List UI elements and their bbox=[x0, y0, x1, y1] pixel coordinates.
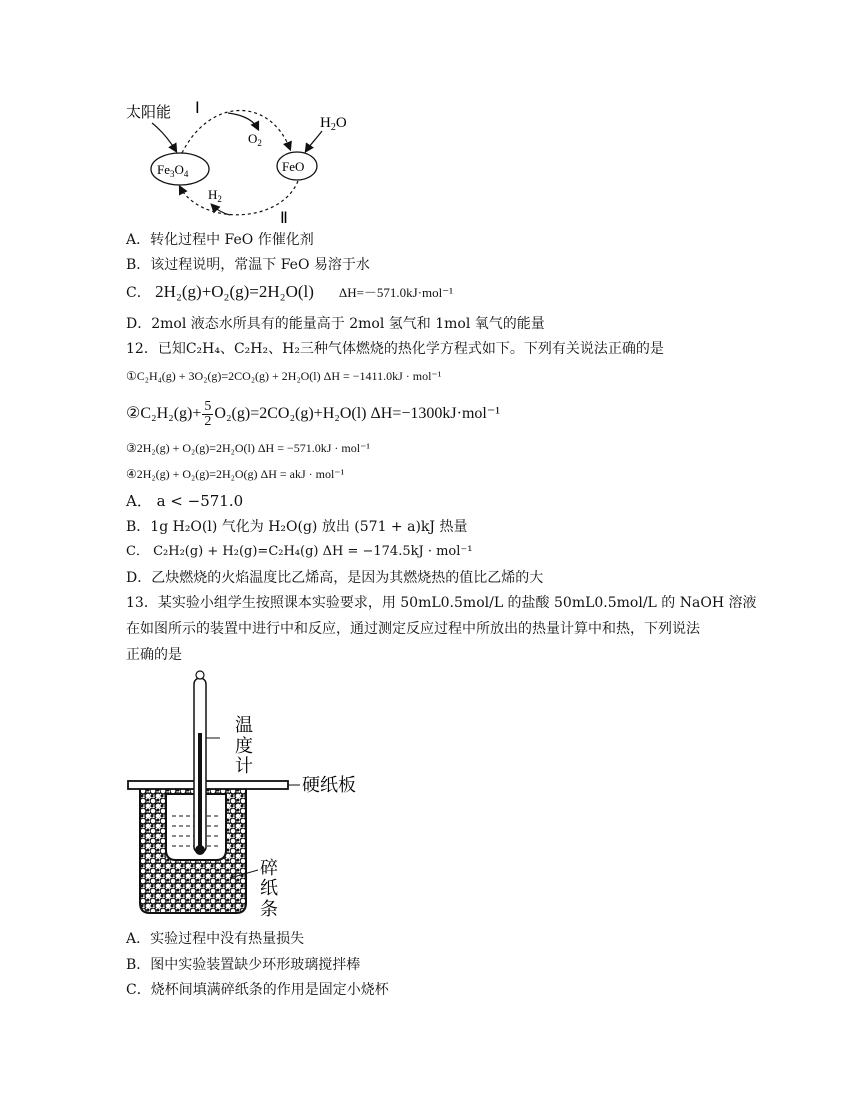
q12-option-b: B．1g H₂O(l) 气化为 H₂O(g) 放出 (571 + a)kJ 热量 bbox=[126, 519, 468, 535]
q12-equation-4: ④2H₂(g) + O₂(g)=2H₂O(g) ΔH = akJ · mol⁻¹ bbox=[126, 467, 345, 481]
h2o-label: $H_2O$ bbox=[320, 115, 347, 133]
feo-label: FeO bbox=[282, 159, 305, 174]
q11-option-c-label: C． bbox=[126, 285, 151, 301]
paper-label-2: 纸 bbox=[260, 878, 278, 899]
q13-option-a: A．实验过程中没有热量损失 bbox=[126, 931, 305, 947]
q12-equation-1: ①C₂H₄(g) + 3O₂(g)=2CO₂(g) + 2H₂O(l) ΔH = −1411.0kJ · mol⁻¹ bbox=[126, 369, 442, 383]
thermometer-label-1: 温 bbox=[235, 715, 253, 736]
q12-equation-2-right: O₂(g)=2CO₂(g)+H₂O(l) ΔH=−1300kJ·mol⁻¹ bbox=[214, 405, 501, 422]
five-halves-fraction bbox=[202, 400, 213, 429]
q12-option-a: A． a < −571.0 bbox=[126, 492, 244, 510]
q12-equation-3: ③2H₂(g) + O₂(g)=2H₂O(l) ΔH = −571.0kJ · mol⁻¹ bbox=[126, 441, 371, 455]
o2-label: $O_2$ bbox=[248, 131, 262, 148]
q13-stem-line-3: 正确的是 bbox=[126, 647, 182, 663]
sun-label: 太阳能 bbox=[126, 103, 172, 121]
q11-option-c bbox=[126, 282, 453, 303]
fraction-denominator: 2 bbox=[204, 413, 212, 429]
cardboard-lid bbox=[128, 781, 288, 789]
q13-option-b: B．图中实验装置缺少环形玻璃搅拌棒 bbox=[126, 957, 361, 973]
q12-option-c: C． C₂H₂(g) + H₂(g)=C₂H₄(g) ΔH = −174.5kJ · mol⁻¹ bbox=[126, 544, 473, 559]
h2o-arrow bbox=[306, 131, 322, 151]
calorimeter-diagram bbox=[120, 668, 380, 923]
q11-option-c-enthalpy: ΔH=－571.0kJ·mol⁻¹ bbox=[338, 285, 454, 300]
paper-label-1: 碎 bbox=[260, 858, 278, 879]
q13-stem-line-2: 在如图所示的装置中进行中和反应，通过测定反应过程中所放出的热量计算中和热，下列说法 bbox=[126, 621, 700, 637]
fe3o4-label: $Fe_3O_4$ bbox=[157, 162, 189, 179]
solar-cycle-diagram bbox=[120, 95, 370, 230]
q11-option-c-equation: 2H₂(g)+O₂(g)=2H₂O(l) bbox=[155, 282, 314, 301]
q11-option-d: D．2mol 液态水所具有的能量高于 2mol 氢气和 1mol 氧气的能量 bbox=[126, 316, 545, 332]
q11-option-b: B．该过程说明，常温下 FeO 易溶于水 bbox=[126, 257, 370, 273]
q11-option-a: A．转化过程中 FeO 作催化剂 bbox=[126, 232, 314, 248]
step-one-label: Ⅰ bbox=[195, 100, 200, 117]
h2-label: $H_2$ bbox=[208, 187, 222, 204]
fraction-numerator: 5 bbox=[204, 398, 212, 414]
thermometer-label-3: 计 bbox=[235, 756, 253, 777]
q12-option-d: D．乙炔燃烧的火焰温度比乙烯高，是因为其燃烧热的值比乙烯的大 bbox=[126, 570, 544, 586]
h2-arrow bbox=[212, 205, 230, 215]
q12-stem: 12．已知C₂H₄、C₂H₂、H₂三种气体燃烧的热化学方程式如下。下列有关说法正确的是 bbox=[126, 341, 664, 357]
cardboard-label: 硬纸板 bbox=[302, 775, 356, 796]
q12-equation-2-left: ②C₂H₂(g)+ bbox=[126, 405, 202, 422]
paper-label-3: 条 bbox=[260, 899, 278, 920]
thermometer-label-2: 度 bbox=[235, 736, 253, 757]
o2-arrow bbox=[228, 113, 258, 129]
q13-stem-line-1: 13．某实验小组学生按照课本实验要求，用 50mL0.5mol/L 的盐酸 50mL0.5mol/L 的 NaOH 溶液 bbox=[126, 595, 757, 611]
sun-arrow bbox=[152, 123, 176, 151]
q13-option-c: C．烧杯间填满碎纸条的作用是固定小烧杯 bbox=[126, 982, 389, 998]
q12-equation-2 bbox=[126, 396, 500, 436]
step-two-label: Ⅱ bbox=[280, 210, 288, 227]
